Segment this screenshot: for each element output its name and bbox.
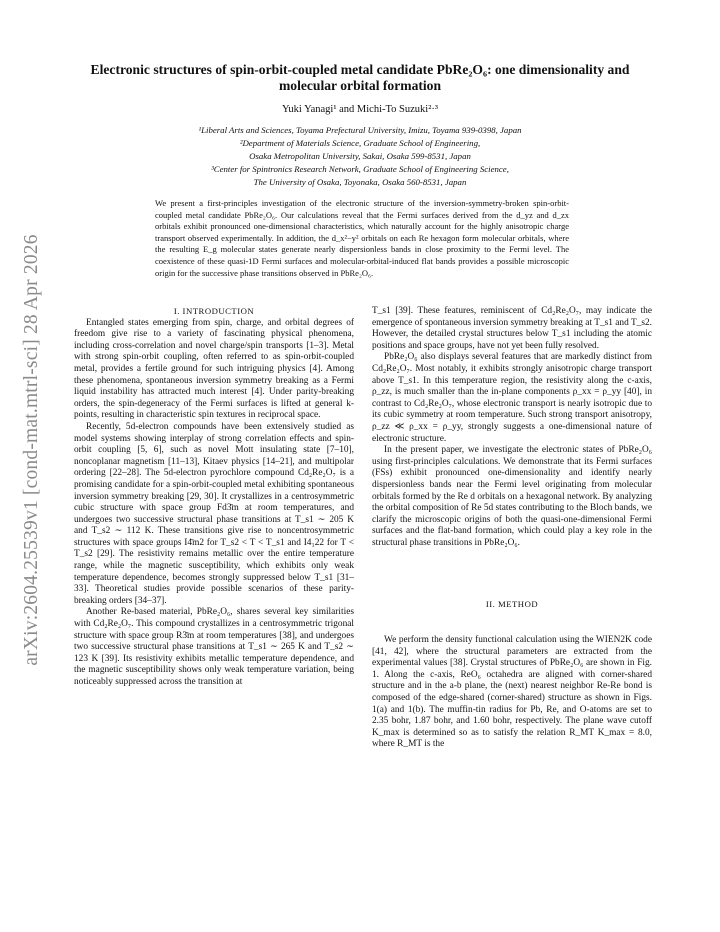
body-paragraph: Another Re-based material, PbRe₂O₆, shares several key similarities with Cd₂Re₂O₇. This compound crystallizes in a centrosymmetric trigonal structure with space group R3̄m at room temperatures [38], and undergoes two successive structural phase transitions at T_s1 ∼ 265 K and T_s2 ∼ 123 K [39]. Its resistivity exhibits metallic temperature dependence, and the magnetic susceptibility shows only weak temperature variation, being noticeably suppressed across the transition at [74, 607, 354, 687]
arxiv-sidebar [14, 0, 50, 932]
affiliation-line: ¹Liberal Arts and Sciences, Toyama Prefectural University, Imizu, Toyama 939-0398, Japan [198, 125, 522, 135]
arxiv-identifier: arXiv:2604.25539v1 [cond-mat.mtrl-sci] 28 Apr 2026 [21, 234, 42, 666]
body-paragraph: We perform the density functional calculation using the WIEN2K code [41, 42], where the structural parameters are extracted from the experimental values [38]. Crystal structures of PbRe₂O₆ are shown in Fig. 1. Along the c-axis, ReO₆ octahedra are aligned with corner-shared structure and in the a-b plane, the (next) nearest neighbor Re-Re bond is composed of the edge-shared (corner-shared) structure as shown in Figs. 1(a) and 1(b). The muffin-tin radius for Pb, Re, and O-atoms are set to 2.35 bohr, 1.87 bohr, and 1.60 bohr, respectively. The plane wave cutoff K_max is determined so as to satisfy the relation R_MT K_max = 8.0, where R_MT is the [372, 635, 652, 750]
abstract: We present a first-principles investigation of the electronic structure of the inversion-symmetry-broken spin-orbit-coupled metal candidate PbRe₂O₆. Our calculations reveal that the Fermi surfaces derived from the d_yz and d_zx orbitals exhibit pronounced one-dimensional characteristics, which naturally account for the highly anisotropic charge transport observed experimentally. In addition, the d_x²−y² orbitals on each Re hexagon form molecular orbitals, where the resulting E_g molecular states generate nearly dispersionless bands in close proximity to the Fermi level. The coexistence of these quasi-1D Fermi surfaces and molecular-orbital-induced flat bands provides a possible microscopic origin for the successive phase transitions observed in PbRe₂O₆. [155, 198, 569, 278]
affiliation-line: Osaka Metropolitan University, Sakai, Osaka 599-8531, Japan [249, 151, 471, 161]
affiliation-line: ²Department of Materials Science, Graduate School of Engineering, [239, 138, 481, 148]
body-paragraph: In the present paper, we investigate the electronic states of PbRe₂O₆ using first-principles calculations. We demonstrate that its Fermi surfaces (FSs) exhibit pronounced one-dimensionality and identify nearly dispersionless bands near the Fermi level originating from molecular orbitals formed by the Re d orbitals on a hexagonal network. By analyzing the orbital composition of Re 5d states contributing to the Bloch bands, we clarify the microscopic origins of both the quasi-one-dimensional Fermi surfaces and the flat-band formation, which could play a key role in the structural phase transitions in PbRe₂O₆. [372, 445, 653, 548]
right-column [372, 306, 652, 751]
paper-authors: Yuki Yanagi¹ and Michi-To Suzuki²·³ [282, 104, 438, 115]
affiliation-line: The University of Osaka, Toyonaka, Osaka 560-8531, Japan [253, 177, 467, 187]
section-heading-introduction: I. INTRODUCTION [173, 306, 255, 316]
paper-title: Electronic structures of spin-orbit-coupled metal candidate PbRe₂O₆: one dimensionality and molecular orbital formation [90, 62, 630, 93]
affiliations [80, 124, 640, 189]
body-paragraph: T_s1 [39]. These features, reminiscent of Cd₂Re₂O₇, may indicate the emergence of spontaneous inversion symmetry breaking at T_s1 and T_s2. However, the detailed crystal structures below T_s1 including the atomic positions and space groups, have not yet been fully resolved. [372, 306, 652, 351]
body-paragraph: Recently, 5d-electron compounds have been extensively studied as model systems showing interplay of strong correlation effects and spin-orbit coupling [5, 6], such as novel Mott insulating state [7–10], noncoplanar magnetism [11–13], Kitaev physics [14–21], and multipolar ordering [22–28]. The 5d-electron pyrochlore compound Cd₂Re₂O₇ is a promising candidate for a spin-orbit-coupled metal exhibiting spontaneous inversion symmetry breaking [29, 30]. It crystallizes in a centrosymmetric cubic structure with space group Fd3̄m at room temperatures, and undergoes two successive structural phase transitions at T_s1 ∼ 205 K and T_s2 ∼ 112 K. These transitions give rise to noncentrosymmetric structures with space groups I4̄m2 for T_s2 < T < T_s1 and I4₁22 for T < T_s2 [29]. The resistivity remains metallic over the entire temperature range, while the magnetic susceptibility, which exhibits only weak temperature dependence, becomes strongly suppressed below T_s1 [31–33]. Theoretical studies provide possible scenarios of these parity-breaking orders [34–37]. [74, 421, 354, 606]
affiliation-line: ³Center for Spintronics Research Network, Graduate School of Engineering Science, [211, 164, 509, 174]
left-column [74, 306, 354, 689]
body-paragraph: PbRe₂O₆ also displays several features that are markedly distinct from Cd₂Re₂O₇. Most notably, it exhibits strongly anisotropic charge transport above T_s1. In this temperature region, the resistivity along the c-axis, ρ_zz, is much smaller than the in-plane components ρ_xx = ρ_yy [40], in contrast to Cd₂Re₂O₇, whose electronic transport is nearly isotropic due to its cubic symmetry at room temperature. Such strong transport anisotropy, ρ_zz ≪ ρ_xx = ρ_yy, strongly suggests a one-dimensional nature of electronic structure. [372, 352, 652, 444]
body-paragraph: Entangled states emerging from spin, charge, and orbital degrees of freedom give rise to a variety of fascinating physical phenomena, including cross-correlation and novel charge/spin transports [1–3]. Metal with strong spin-orbit coupling, often referred to as spin-orbit-coupled metal, provides a fertile ground for such intriguing physics [4]. Among these phenomena, spontaneous inversion symmetry breaking as a Fermi liquid instability has attracted much interest [4]. Under parity-breaking orders, the spin-degeneracy of the Fermi surfaces is lifted at general k-points, resulting in characteristic spin textures in reciprocal space. [74, 317, 354, 421]
section-heading-method: II. METHOD [485, 599, 539, 610]
